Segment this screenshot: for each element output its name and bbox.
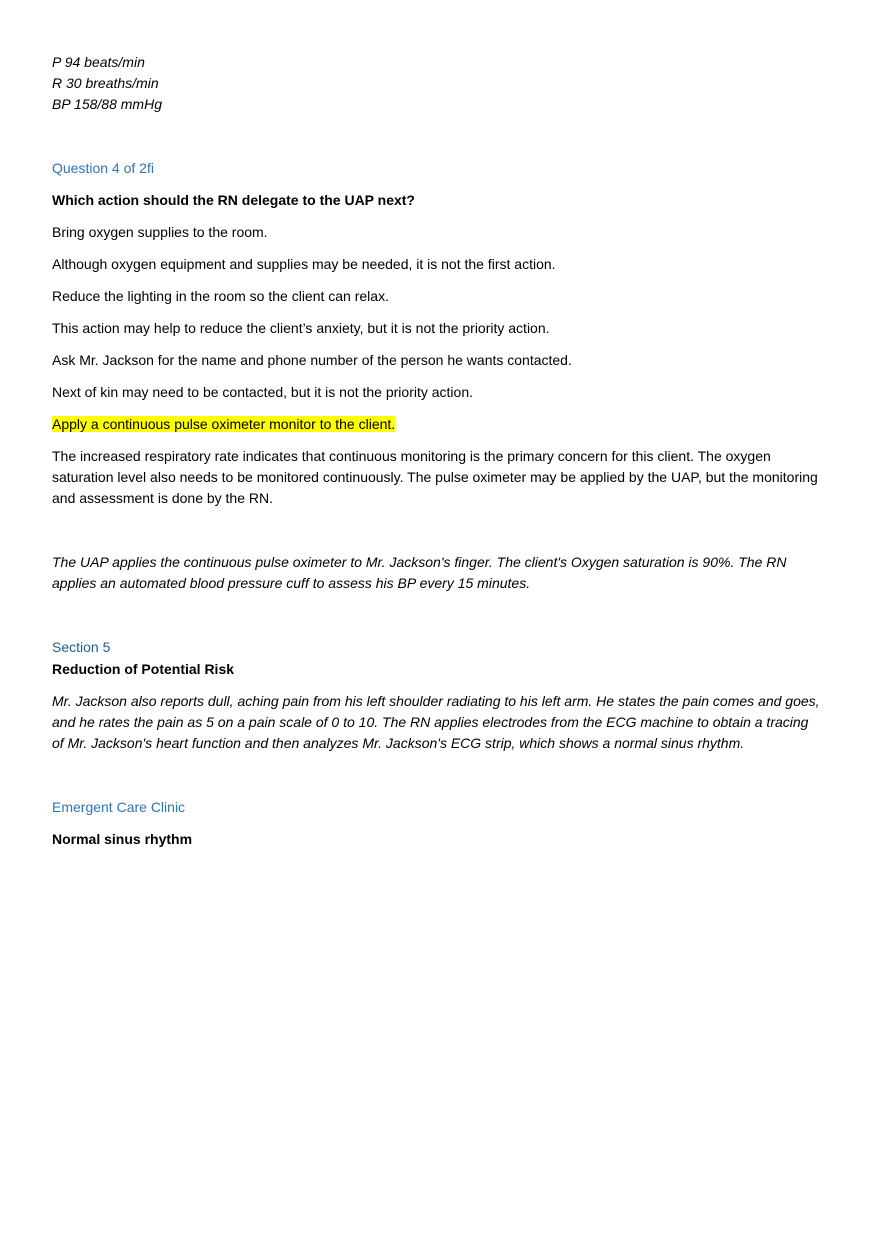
option-3-rationale: Next of kin may need to be contacted, but it is not the priority action.: [52, 384, 474, 400]
option-2-answer: Reduce the lighting in the room so the client can relax.: [52, 288, 389, 304]
option-3-answer: Ask Mr. Jackson for the name and phone number of the person he wants contacted.: [52, 352, 572, 368]
option-1-rationale: Although oxygen equipment and supplies may be needed, it is not the first action.: [52, 256, 556, 272]
vital-respirations: R 30 breaths/min: [52, 75, 159, 91]
option-4-answer-correct: [52, 414, 822, 435]
scenario-update: The UAP applies the continuous pulse oximeter to Mr. Jackson's finger. The client's Oxygen saturation is 90%. The RN applies an automated blood pressure cuff to assess his BP every 15 minutes.: [52, 554, 787, 591]
option-1-answer: Bring oxygen supplies to the room.: [52, 224, 268, 240]
correct-answer-highlight: Apply a continuous pulse oximeter monitor to the client.: [52, 416, 396, 432]
vital-blood-pressure: BP 158/88 mmHg: [52, 96, 162, 112]
question-prompt: Which action should the RN delegate to the UAP next?: [52, 192, 415, 208]
option-2-rationale: This action may help to reduce the client’s anxiety, but it is not the priority action.: [52, 320, 550, 336]
option-4-rationale: The increased respiratory rate indicates that continuous monitoring is the primary concern for this client. The oxygen saturation level also needs to be monitored continuously. The pulse oximeter may be applied by the UAP, but the monitoring and assessment is done by the RN.: [52, 448, 818, 506]
clinic-label: Emergent Care Clinic: [52, 799, 186, 815]
rhythm-title: Normal sinus rhythm: [52, 831, 193, 847]
document-page: [52, 52, 822, 850]
vital-pulse: P 94 beats/min: [52, 54, 145, 70]
section-title: Reduction of Potential Risk: [52, 661, 235, 677]
section-narrative: Mr. Jackson also reports dull, aching pain from his left shoulder radiating to his left arm. He states the pain comes and goes, and he rates the pain as 5 on a pain scale of 0 to 10. The RN applies electrodes from the ECG machine to obtain a tracing of Mr. Jackson's heart function and then analyzes Mr. Jackson's ECG strip, which shows a normal sinus rhythm.: [52, 693, 820, 751]
section-label: Section 5: [52, 639, 111, 655]
vitals-block: [52, 52, 822, 115]
question-label: Question 4 of 2ﬁ: [52, 160, 154, 176]
